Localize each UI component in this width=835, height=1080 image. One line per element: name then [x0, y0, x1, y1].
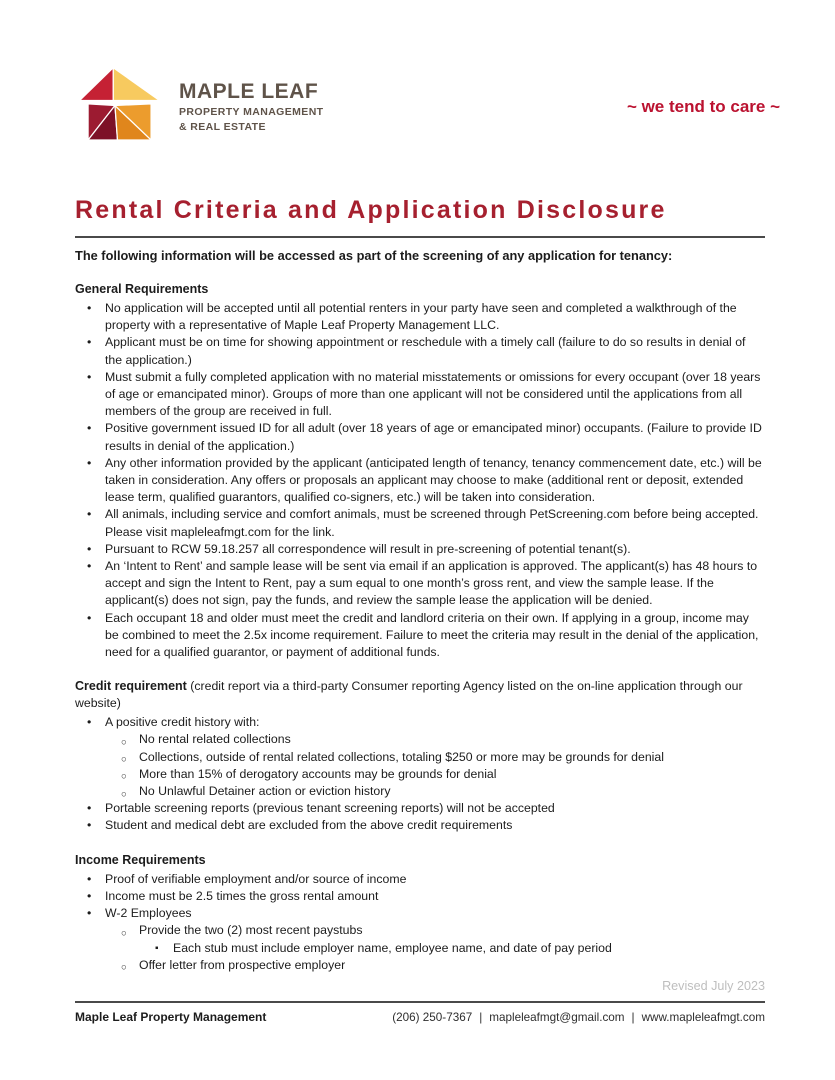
maple-leaf-house-logo-icon — [78, 64, 162, 142]
section-heading-label: Income Requirements — [75, 852, 206, 867]
bullet-list — [75, 300, 765, 661]
footer-contact — [392, 1011, 765, 1024]
section-heading — [75, 281, 765, 298]
brand-subline-1: PROPERTY MANAGEMENT — [179, 106, 324, 118]
sections-container — [75, 281, 765, 974]
revised-note: Revised July 2023 — [662, 978, 765, 993]
brand-name: MAPLE LEAF — [179, 80, 319, 103]
logo-roof-left-shape — [80, 68, 114, 101]
title-divider — [75, 236, 765, 238]
company-tagline: ~ we tend to care ~ — [626, 97, 780, 116]
letterhead — [78, 64, 780, 154]
section-heading-label: General Requirements — [75, 282, 209, 296]
section-heading-label: Credit requirement — [75, 679, 187, 694]
footer-email: mapleleafmgt@gmail.com — [489, 1011, 625, 1024]
bullet-item: • All animals, including service and comfort animals, must be screened through PetScreening.com before being accepted. Please visit mapleleafmgt.com for the link. — [75, 506, 765, 540]
bullet-item: ▪ Each stub must include employer name, employee name, and date of pay period — [75, 940, 765, 957]
bullet-item: ○ Provide the two (2) most recent paystubs — [75, 922, 765, 939]
footer-phone: (206) 250-7367 — [392, 1011, 473, 1024]
brand-text — [179, 64, 324, 133]
intro-line: The following information will be accessed as part of the screening of any application for tenancy: — [75, 248, 673, 263]
section-general-requirements — [75, 281, 765, 661]
bullet-item: ○ No rental related collections — [75, 731, 765, 748]
section-heading — [75, 852, 765, 869]
brand-subline-2: & REAL ESTATE — [179, 121, 266, 133]
document-body — [75, 196, 765, 993]
bullet-item: • Portable screening reports (previous tenant screening reports) will not be accepted — [75, 800, 765, 817]
bullet-list — [75, 871, 765, 974]
bullet-item: • No application will be accepted until all potential renters in your party have seen and completed a walkthrough of the property with a representative of Maple Leaf Property Management LLC. — [75, 300, 765, 334]
bullet-item: ○ Offer letter from prospective employer — [75, 957, 765, 974]
bullet-item: • Must submit a fully completed application with no material misstatements or omissions for every occupant (over 18 years of age or emancipated minor). Groups of more than one applicant will not be considered until the applications from all members of the group are received in full. — [75, 369, 765, 421]
footer-company: Maple Leaf Property Management — [75, 1010, 267, 1024]
bullet-item: • An ‘Intent to Rent’ and sample lease will be sent via email if an application is approved. The applicant(s) has 48 hours to accept and sign the Intent to Rent, pay a sum equal to one month’s gross rent, and view the sample lease. If the applicant(s) does not sign, pay the funds, and review the sample lease the application will be denied. — [75, 558, 765, 610]
bullet-item: • Positive government issued ID for all adult (over 18 years of age or emancipated minor) occupants. (Failure to provide ID results in denial of the application.) — [75, 420, 765, 454]
footer-separator-1: | — [479, 1011, 483, 1024]
section-heading — [75, 678, 765, 712]
bullet-item: • Each occupant 18 and older must meet the credit and landlord criteria on their own. If applying in a group, income may be combined to meet the 2.5x income requirement. Failure to meet the criteria may result in the denial of the application, need for a qualified guarantor, or payment of additional funds. — [75, 610, 765, 662]
bullet-item: • Pursuant to RCW 59.18.257 all correspondence will result in pre-screening of potential tenant(s). — [75, 541, 765, 558]
footer-separator-2: | — [631, 1011, 635, 1024]
bullet-item: • Any other information provided by the applicant (anticipated length of tenancy, tenancy commencement date, etc.) will be taken in consideration. Any offers or proposals an applicant may choose to make (additional rent or deposit, extended lease term, qualified guarantors, qualified co-signers, etc.) will be taken into consideration. — [75, 455, 765, 507]
bullet-item: • Income must be 2.5 times the gross rental amount — [75, 888, 765, 905]
bullet-item: ○ More than 15% of derogatory accounts may be grounds for denial — [75, 766, 765, 783]
bullet-item: ○ Collections, outside of rental related collections, totaling $250 or more may be grounds for denial — [75, 749, 765, 766]
page-title: Rental Criteria and Application Disclosure — [75, 196, 667, 224]
bullet-item: • Student and medical debt are excluded from the above credit requirements — [75, 817, 765, 834]
footer-row — [75, 1010, 765, 1024]
bullet-item: • Proof of verifiable employment and/or source of income — [75, 871, 765, 888]
section-credit-requirement — [75, 678, 765, 834]
page-footer — [75, 1001, 765, 1024]
bullet-item: • W-2 Employees — [75, 905, 765, 922]
footer-website: www.mapleleafmgt.com — [641, 1011, 765, 1024]
bullet-list — [75, 714, 765, 834]
bullet-item: • A positive credit history with: — [75, 714, 765, 731]
footer-divider — [75, 1001, 765, 1003]
section-heading-suffix: (credit report via a third-party Consumer reporting Agency listed on the on-line application through our website) — [75, 679, 743, 711]
bullet-item: ○ No Unlawful Detainer action or eviction history — [75, 783, 765, 800]
bullet-item: • Applicant must be on time for showing appointment or reschedule with a timely call (failure to do so results in denial of the application.) — [75, 334, 765, 368]
logo-roof-right-shape — [113, 68, 159, 101]
section-income-requirements — [75, 852, 765, 974]
